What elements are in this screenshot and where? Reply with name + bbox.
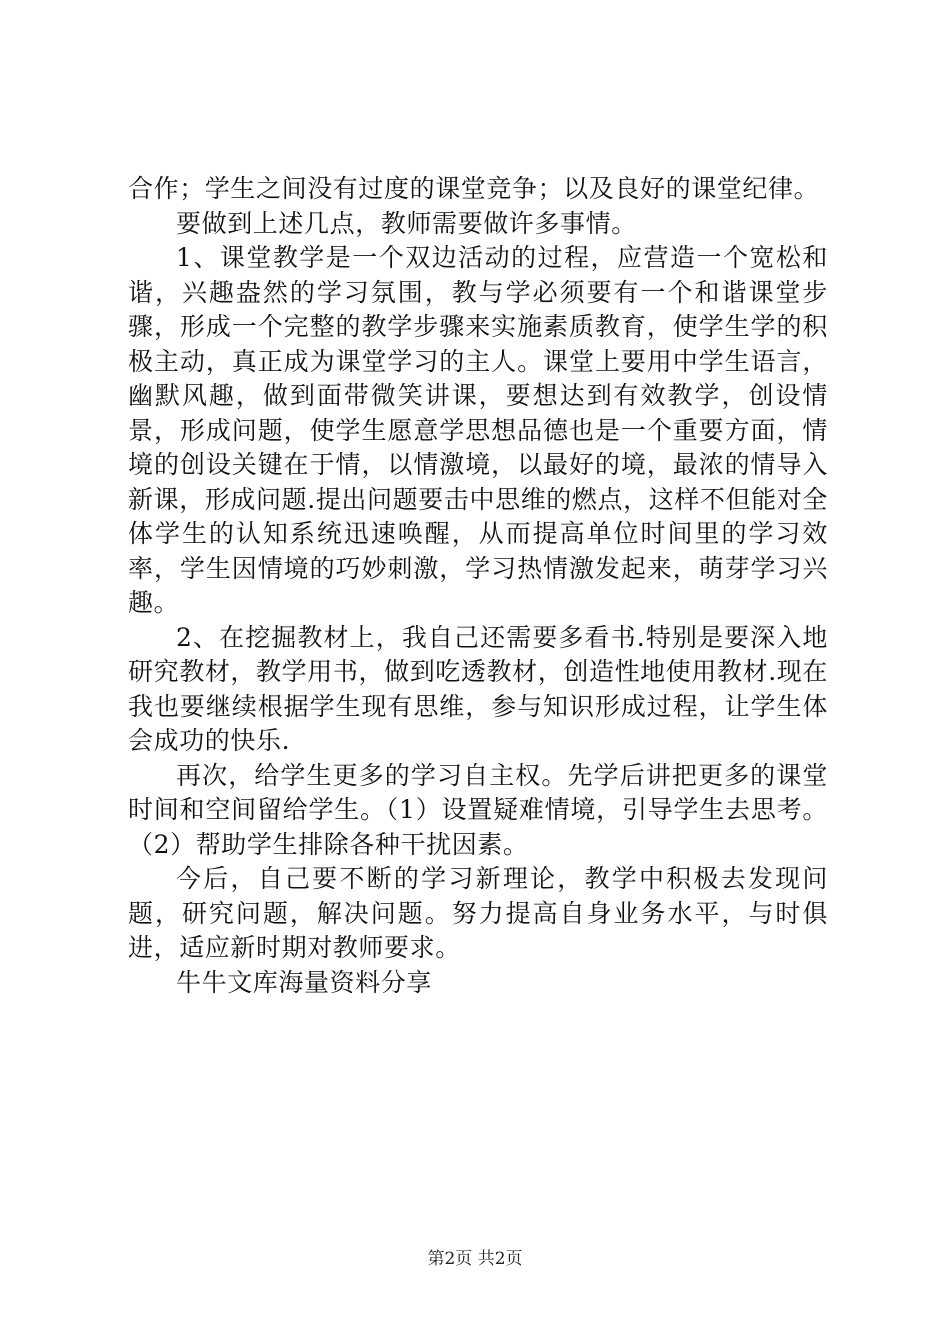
paragraph: 今后，自己要不断的学习新理论，教学中积极去发现问题，研究问题，解决问题。努力提高自身业务水平，与时俱进，适应新时期对教师要求。 (128, 864, 828, 962)
paragraph: 合作；学生之间没有过度的课堂竞争；以及良好的课堂纪律。 (128, 174, 820, 203)
paragraph: 1、课堂教学是一个双边活动的过程，应营造一个宽松和谐，兴趣盎然的学习氛围，教与学必须要有一个和谐课堂步骤，形成一个完整的教学步骤来实施素质教育，使学生学的积极主动，真正成为课堂学习的主人。课堂上要用中学生语言，幽默风趣，做到面带微笑讲课，要想达到有效教学，创设情景，形成问题，使学生愿意学思想品德也是一个重要方面，情境的创设关键在于情，以情激境，以最好的境，最浓的情导入新课，形成问题.提出问题要击中思维的燃点，这样不但能对全体学生的认知系统迅速唤醒，从而提高单位时间里的学习效率，学生因情境的巧妙刺激，学习热情激发起来，萌芽学习兴趣。 (128, 243, 828, 617)
paragraph: 再次，给学生更多的学习自主权。先学后讲把更多的课堂时间和空间留给学生。（1）设置疑难情境，引导学生去思考。（2）帮助学生排除各种干扰因素。 (128, 760, 828, 859)
paragraph: 牛牛文库海量资料分享 (176, 967, 433, 997)
paragraph: 要做到上述几点，教师需要做许多事情。 (176, 208, 637, 238)
document-body (128, 172, 828, 1000)
paragraph: 2、在挖掘教材上，我自己还需要多看书.特别是要深入地研究教材，教学用书，做到吃透教材，创造性地使用教材.现在我也要继续根据学生现有思维，参与知识形成过程，让学生体会成功的快乐. (128, 622, 828, 755)
page-number-footer: 第2页 共2页 (427, 1249, 523, 1269)
